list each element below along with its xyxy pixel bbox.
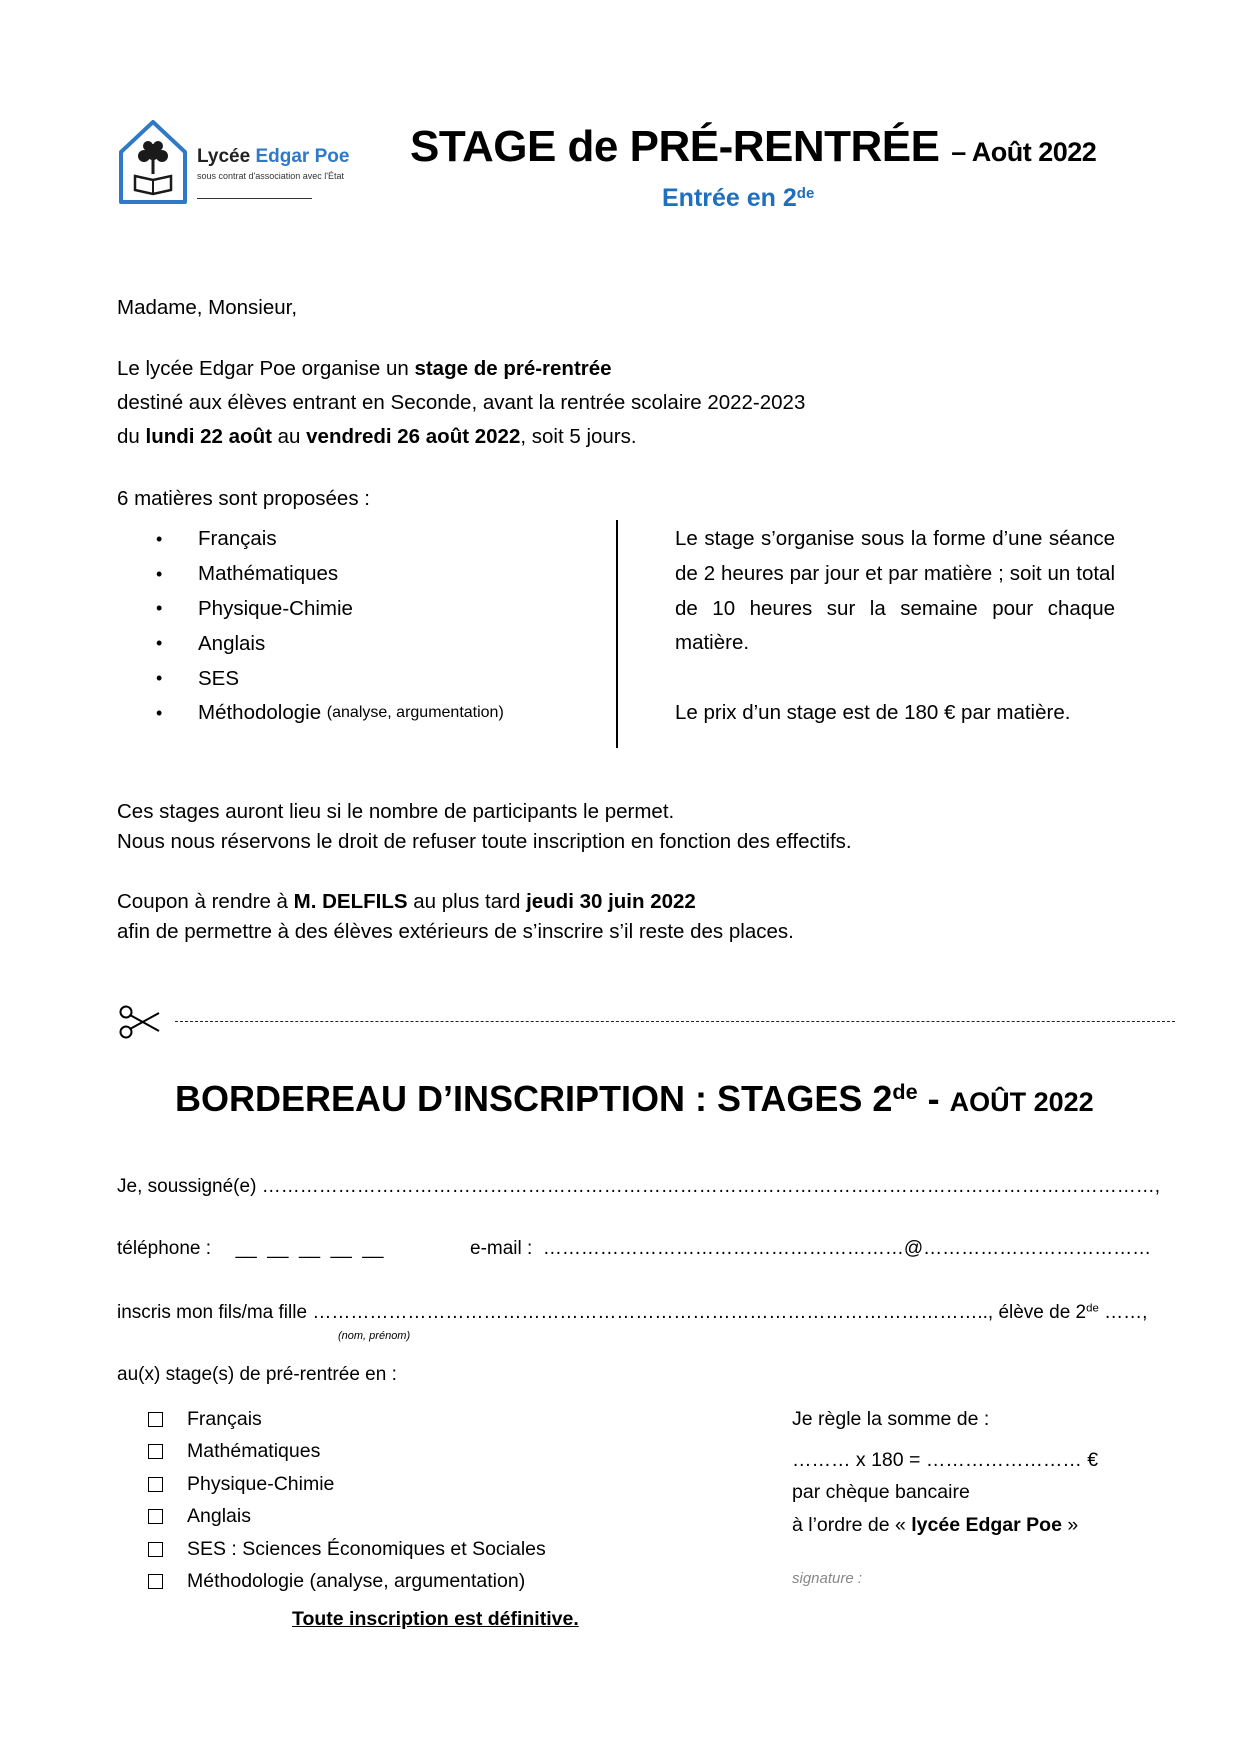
stages-intro: au(x) stage(s) de pré-rentrée en : xyxy=(117,1364,397,1385)
option-methodologie[interactable] xyxy=(148,1566,546,1599)
dates-text-c: au xyxy=(271,425,307,448)
child-field-note: (nom, prénom) xyxy=(338,1330,411,1342)
bullet-icon: • xyxy=(156,633,163,654)
end-date: vendredi 26 août 2022 xyxy=(306,425,521,448)
subjects-list xyxy=(150,522,504,731)
option-ses[interactable] xyxy=(148,1533,546,1566)
school-house-logo-icon xyxy=(117,118,189,206)
payment-payee: lycée Edgar Poe xyxy=(911,1513,1062,1536)
soussigne-field[interactable] xyxy=(117,1176,1160,1198)
option-label: Méthodologie (analyse, argumentation) xyxy=(187,1570,526,1593)
subject-label: Mathématiques xyxy=(198,562,339,586)
bullet-icon: • xyxy=(156,668,163,689)
condition-line-2: Nous nous réservons le droit de refuser toute inscription en fonction des effectifs. xyxy=(117,830,852,853)
bullet-icon: • xyxy=(156,598,163,619)
signature-field[interactable]: signature : xyxy=(792,1570,863,1587)
bullet-icon: • xyxy=(156,563,163,584)
coupon-line-2: afin de permettre à des élèves extérieurs de s’inscrire s’il reste des places. xyxy=(117,920,794,943)
checkbox[interactable] xyxy=(148,1574,163,1589)
list-item xyxy=(150,626,504,661)
logo-name xyxy=(197,146,349,168)
condition-line-1: Ces stages auront lieu si le nombre de participants le permet. xyxy=(117,800,675,823)
logo-text xyxy=(197,146,349,181)
payment-amount-blank[interactable]: ……… x 180 = …………………… € xyxy=(792,1448,1099,1471)
coupon-text-a: Coupon à rendre à xyxy=(117,890,294,913)
list-item xyxy=(150,592,504,627)
payment-order xyxy=(792,1509,1098,1542)
child-blank[interactable]: …………………………………………………………………………………………….. xyxy=(312,1302,988,1323)
child-label: inscris mon fils/ma fille xyxy=(117,1302,313,1323)
school-logo xyxy=(117,118,377,208)
greeting: Madame, Monsieur, xyxy=(117,296,298,319)
payment-method: par chèque bancaire xyxy=(792,1481,970,1503)
stage-options xyxy=(148,1403,546,1598)
payment-block xyxy=(792,1403,1098,1541)
coupon-deadline: jeudi 30 juin 2022 xyxy=(526,890,696,913)
subject-label: Physique-Chimie xyxy=(198,596,353,620)
stage-details xyxy=(675,522,1115,731)
checkbox[interactable] xyxy=(148,1542,163,1557)
checkbox[interactable] xyxy=(148,1509,163,1524)
option-mathematiques[interactable] xyxy=(148,1436,546,1469)
coupon-text-c: au plus tard xyxy=(407,890,527,913)
bullet-icon: • xyxy=(156,528,163,549)
subject-note: (analyse, argumentation) xyxy=(326,704,504,722)
eleve-sup: de xyxy=(1086,1302,1099,1315)
list-item xyxy=(150,661,504,696)
subtitle-sup: de xyxy=(796,184,815,202)
phone-field[interactable] xyxy=(117,1238,384,1260)
list-item xyxy=(150,522,504,557)
checkbox[interactable] xyxy=(148,1412,163,1427)
form-title-date: AOÛT 2022 xyxy=(949,1087,1094,1117)
title-date: – Août 2022 xyxy=(951,137,1097,167)
logo-name-part1: Lycée xyxy=(197,146,251,167)
subtitle-text: Entrée en 2 xyxy=(662,184,797,212)
option-label: SES : Sciences Économiques et Sociales xyxy=(187,1537,546,1560)
intro-line-1 xyxy=(117,357,612,381)
option-label: Anglais xyxy=(187,1505,251,1528)
form-title-main: BORDEREAU D’INSCRIPTION : STAGES 2 xyxy=(175,1078,893,1119)
page-title xyxy=(410,122,1096,172)
scissors-icon xyxy=(117,1003,161,1041)
dates-text-e: , soit 5 jours. xyxy=(520,425,637,448)
option-anglais[interactable] xyxy=(148,1501,546,1534)
soussigne-label: Je, soussigné(e) xyxy=(117,1176,262,1197)
intro-text: Le lycée Edgar Poe organise un xyxy=(117,357,415,380)
eleve-label: , élève de 2 xyxy=(987,1302,1087,1323)
option-label: Français xyxy=(187,1407,262,1430)
checkbox[interactable] xyxy=(148,1477,163,1492)
list-item xyxy=(150,557,504,592)
class-blank[interactable]: ……, xyxy=(1098,1302,1148,1323)
dates-text-a: du xyxy=(117,425,146,448)
option-label: Physique-Chimie xyxy=(187,1472,335,1495)
list-item xyxy=(150,696,504,731)
intro-line-2: destiné aux élèves entrant en Seconde, avant la rentrée scolaire 2022-2023 xyxy=(117,391,806,414)
logo-underline xyxy=(197,198,312,199)
child-field[interactable] xyxy=(117,1302,1147,1324)
email-label: e-mail : xyxy=(470,1238,533,1259)
phone-label: téléphone : xyxy=(117,1238,212,1259)
subject-label: Méthodologie xyxy=(198,701,322,725)
stage-format-text: Le stage s’organise sous la forme d’une séance de 2 heures par jour et par matière ; soit un total de 10 heures sur la semaine pour chaque matière. xyxy=(675,527,1115,655)
option-label: Mathématiques xyxy=(187,1440,321,1463)
logo-subtitle: sous contrat d'association avec l'État xyxy=(197,171,345,181)
title-main: STAGE de PRÉ-RENTRÉE xyxy=(410,122,940,171)
bullet-icon: • xyxy=(156,702,163,723)
form-title-sep: - xyxy=(917,1078,950,1119)
option-francais[interactable] xyxy=(148,1403,546,1436)
phone-blank[interactable]: __ __ __ __ __ xyxy=(235,1238,384,1259)
page-subtitle xyxy=(662,184,814,213)
dashed-separator xyxy=(175,1009,1175,1022)
form-title xyxy=(175,1078,1094,1120)
email-field[interactable] xyxy=(470,1238,1151,1260)
payment-order-c: » xyxy=(1061,1513,1079,1536)
intro-bold: stage de pré-rentrée xyxy=(414,357,612,380)
payment-order-a: à l’ordre de « xyxy=(792,1513,912,1536)
option-physique-chimie[interactable] xyxy=(148,1468,546,1501)
subject-label: Anglais xyxy=(198,631,266,655)
soussigne-blank[interactable]: ……………………………………………………………………………………………………………………………, xyxy=(261,1176,1160,1197)
stage-price-text: Le prix d’un stage est de 180 € par matière. xyxy=(675,700,1071,724)
intro-line-3 xyxy=(117,425,637,449)
start-date: lundi 22 août xyxy=(145,425,272,448)
logo-name-part2: Edgar Poe xyxy=(255,146,350,167)
coupon-recipient: M. DELFILS xyxy=(293,890,408,913)
subject-label: Français xyxy=(198,527,277,551)
coupon-line-1 xyxy=(117,890,696,914)
cut-line xyxy=(117,1003,1177,1043)
form-title-sup: de xyxy=(892,1079,918,1105)
column-divider xyxy=(616,520,618,748)
definitive-notice: Toute inscription est définitive. xyxy=(292,1608,579,1630)
subject-label: SES xyxy=(198,666,240,690)
checkbox[interactable] xyxy=(148,1444,163,1459)
subjects-intro: 6 matières sont proposées : xyxy=(117,487,370,510)
payment-intro: Je règle la somme de : xyxy=(792,1408,990,1430)
email-blank[interactable]: …………………………………………………@……………………………… xyxy=(542,1238,1152,1259)
